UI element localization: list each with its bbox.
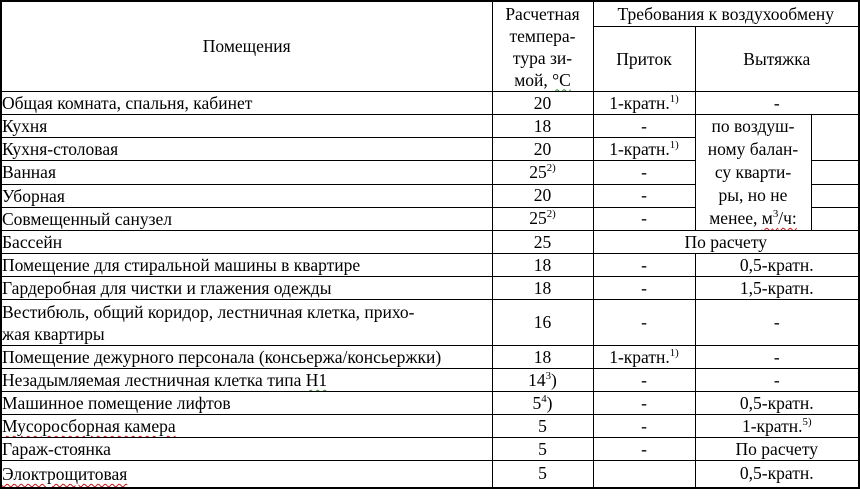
temp-value: 25 [529, 161, 547, 182]
header-rooms: Помещения [1, 1, 492, 92]
footnote-mark: 5) [802, 415, 812, 428]
inflow-cell: - [593, 392, 695, 415]
temp-cell: 5 [492, 461, 593, 488]
unit-tail: /ч: [778, 208, 797, 228]
exhaust-value: 1-кратн. [741, 415, 803, 436]
table-row [1, 438, 859, 461]
unit-spellcheck-flag [762, 208, 797, 228]
exhaust-value-cell [811, 115, 859, 161]
temp-cell: 18 [492, 346, 593, 369]
room-name-cell: Совмещенный санузел [1, 207, 492, 230]
inflow-value: 1-кратн. [609, 92, 670, 113]
inflow-cell: - [593, 369, 695, 392]
degrees-c-grammar-flag: °С [552, 69, 571, 90]
room-name-cell [1, 300, 492, 346]
exhaust-balance-note-cell [695, 115, 811, 231]
table-row [1, 300, 859, 346]
inflow-cell [593, 92, 695, 115]
temp-cell: 18 [492, 115, 593, 138]
footnote-mark: 3 [545, 369, 552, 382]
table-row [1, 346, 859, 369]
spellcheck-flagged-text: Мусоросборная камера [2, 416, 176, 436]
room-name-cell: Кухня-столовая [1, 138, 492, 161]
footnote-mark: 1) [669, 92, 679, 105]
temp-cell: 20 [492, 184, 593, 207]
room-name-cell: Помещение дежурного персонала (консьержа/консьержки) [1, 346, 492, 369]
inflow-cell [593, 461, 695, 488]
temp-cell: 20 [492, 92, 593, 115]
inflow-exhaust-merged-cell: По расчету [593, 231, 859, 254]
grammar-flagged-text: Н1 [305, 370, 328, 390]
inflow-cell: - [593, 415, 695, 438]
exhaust-value-cell [811, 207, 859, 230]
room-name-cell: Гараж-стоянка [1, 438, 492, 461]
inflow-cell: - [593, 277, 695, 300]
inflow-cell: - [593, 300, 695, 346]
header-exhaust: Вытяжка [695, 27, 859, 92]
footnote-paren: ) [546, 392, 553, 413]
table-row [1, 254, 859, 277]
temp-cell: 18 [492, 254, 593, 277]
exhaust-cell: 0,5-кратн. [695, 254, 859, 277]
room-name-cell: Помещение для стиральной машины в квартире [1, 254, 492, 277]
room-name-cell [1, 369, 492, 392]
footnote-paren: ) [551, 369, 557, 390]
exhaust-cell [695, 415, 859, 438]
temp-value: 25 [529, 208, 547, 229]
footnote-mark: 4 [541, 392, 547, 405]
inflow-value: 1-кратн. [609, 138, 670, 159]
temp-cell [492, 369, 593, 392]
inflow-cell [593, 346, 695, 369]
balance-note-line: су кварти- [714, 162, 792, 182]
balance-note-line: по воздуш- [711, 116, 795, 136]
room-name-cell [1, 415, 492, 438]
inflow-cell [593, 138, 695, 161]
room-name-cell: Машинное помещение лифтов [1, 392, 492, 415]
room-name-text: Незадымляемая лестничная клетка типа [2, 370, 306, 390]
room-name-line: жая квартиры [2, 323, 105, 344]
table-row [1, 231, 859, 254]
temp-cell [492, 207, 593, 230]
exhaust-cell: - [695, 92, 859, 115]
room-name-cell: Общая комната, спальня, кабинет [1, 92, 492, 115]
footnote-mark: 2) [546, 162, 556, 175]
temp-value: 5 [532, 392, 542, 413]
balance-note-line: ному балан- [707, 139, 799, 159]
exhaust-cell: 1,5-кратн. [695, 277, 859, 300]
unit-base: м [761, 208, 773, 228]
temp-value: 14 [528, 369, 546, 390]
temp-cell [492, 161, 593, 184]
unit-exponent: 3 [772, 208, 779, 221]
table-row [1, 115, 859, 138]
balance-note-text: менее, [709, 208, 762, 228]
room-name-cell [1, 461, 492, 488]
balance-note-line [696, 207, 811, 230]
table-row [1, 461, 859, 488]
inflow-cell: - [593, 115, 695, 138]
temp-cell [492, 392, 593, 415]
exhaust-value-cell [811, 184, 859, 207]
table-row [1, 392, 859, 415]
inflow-cell: - [593, 184, 695, 207]
table-row [1, 277, 859, 300]
header-temp-text: мой, [514, 69, 553, 90]
room-name-cell: Ванная [1, 161, 492, 184]
room-name-line: Вестибюль, общий коридор, лестничная клетка, прихо- [2, 301, 415, 322]
header-temp-line: темпера- [509, 25, 576, 46]
balance-note-line: ры, но не [718, 185, 788, 205]
inflow-cell: - [593, 207, 695, 230]
footnote-mark: 1) [669, 138, 679, 151]
inflow-cell: - [593, 438, 695, 461]
room-name-cell: Бассейн [1, 231, 492, 254]
header-temp-line: Расчетная [505, 3, 580, 24]
spellcheck-flagged-text: Элоктрощитовая [2, 463, 128, 484]
temp-cell: 18 [492, 277, 593, 300]
exhaust-value-cell [811, 161, 859, 184]
header-temp-line [493, 69, 593, 91]
exhaust-cell: - [695, 346, 859, 369]
footnote-mark: 2) [546, 208, 556, 221]
inflow-value: 1-кратн. [609, 346, 670, 367]
exhaust-cell: По расчету [695, 438, 859, 461]
header-temp-line: тура зи- [512, 47, 573, 68]
header-design-temperature [492, 1, 593, 92]
inflow-cell: - [593, 161, 695, 184]
room-name-cell: Гардеробная для чистки и глажения одежды [1, 277, 492, 300]
temp-cell: 16 [492, 300, 593, 346]
exhaust-cell: - [695, 300, 859, 346]
table-row [1, 415, 859, 438]
room-name-cell: Кухня [1, 115, 492, 138]
exhaust-cell: 0,5-кратн. [695, 461, 859, 488]
temp-cell: 20 [492, 138, 593, 161]
temp-cell: 5 [492, 438, 593, 461]
header-inflow: Приток [593, 27, 695, 92]
room-name-cell: Уборная [1, 184, 492, 207]
footnote-mark: 1) [669, 346, 679, 359]
table-row [1, 92, 859, 115]
exhaust-cell: 0,5-кратн. [695, 392, 859, 415]
exhaust-cell: - [695, 369, 859, 392]
temp-cell: 5 [492, 415, 593, 438]
inflow-cell: - [593, 254, 695, 277]
temp-cell: 25 [492, 231, 593, 254]
table-row [1, 369, 859, 392]
header-air-exchange: Требования к воздухообмену [593, 1, 859, 27]
